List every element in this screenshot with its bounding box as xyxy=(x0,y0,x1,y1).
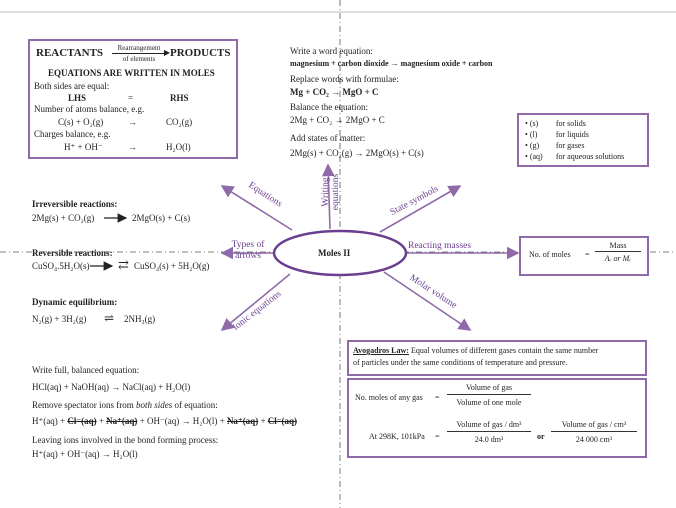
ion-h: H⁺(aq) + xyxy=(32,416,68,426)
bullet-icon: • xyxy=(525,141,530,150)
ion-cl-struck: Cl⁻(aq) xyxy=(67,416,97,426)
avogadro-line2: of particles under the same conditions of temperature and pressure. xyxy=(353,358,568,367)
spoke-label-state: State symbols xyxy=(388,184,441,218)
state-symbol-item xyxy=(525,118,624,129)
spoke-label-ionic: Ionic equations xyxy=(231,289,284,333)
dynamic-left: N₂(g) + 3H₂(g) xyxy=(32,314,87,324)
irreversible-title: Irreversible reactions: xyxy=(32,199,118,209)
ionic-full-eq: HCl(aq) + NaOH(aq) → NaCl(aq) + H₂O(l) xyxy=(32,382,191,392)
equals-sign: = xyxy=(128,93,134,103)
moles-numerator: Mass xyxy=(595,241,641,252)
moles-formula-box xyxy=(519,236,649,276)
writing-step2: Replace words with formulae: xyxy=(290,74,399,84)
ionic-step2 xyxy=(32,400,218,411)
reactants-label: REACTANTS xyxy=(36,47,104,59)
state-symbol: (l) xyxy=(529,130,538,139)
state-symbol-item xyxy=(525,129,624,140)
dynamic-right: 2NH₃(g) xyxy=(124,314,156,324)
state-symbol: (s) xyxy=(529,119,539,128)
reversible-arrow-icon: ⇄ xyxy=(118,257,129,272)
charges-arrow: → xyxy=(128,142,137,152)
state-description: for solids xyxy=(555,119,586,128)
molar-fraction1 xyxy=(447,383,531,408)
moles-fraction xyxy=(595,241,641,264)
writing-step3: Balance the equation: xyxy=(290,102,368,112)
moles-equals: = xyxy=(585,250,590,259)
writing-step4: Add states of matter: xyxy=(290,133,366,143)
irreversible-left: 2Mg(s) + CO₂(g) xyxy=(32,213,95,223)
state-symbol: (aq) xyxy=(529,152,543,161)
ionic-spectator-eq xyxy=(32,416,297,427)
ionic-net-eq: H⁺(aq) + OH⁻(aq) → H₂O(l) xyxy=(32,449,138,459)
equations-moles-heading: EQUATIONS ARE WRITTEN IN MOLES xyxy=(48,68,215,78)
state-symbols-box xyxy=(517,113,649,167)
spoke-label-writing: Writing equations xyxy=(321,173,341,211)
ion-na-struck: Na⁺(aq) xyxy=(106,416,138,426)
irreversible-right: 2MgO(s) + C(s) xyxy=(132,213,191,223)
state-symbol-item xyxy=(525,140,624,151)
spoke-ionic xyxy=(222,274,290,330)
writing-states-eq: 2Mg(s) + CO₂(g) → 2MgO(s) + C(s) xyxy=(290,148,424,158)
charges-balance-text: Charges balance, e.g. xyxy=(34,129,111,139)
molar-label2: At 298K, 101kPa xyxy=(369,432,425,441)
equilibrium-arrow-icon: ⇌ xyxy=(104,311,115,325)
writing-word-eq: magnesium + carbon dioxide → magnesium oxide + carbon xyxy=(290,59,493,68)
charges-right: H₂O(l) xyxy=(166,142,191,152)
equations-box xyxy=(28,39,238,159)
reversible-left: CuSO₄.5H₂O(s) xyxy=(32,261,90,271)
charges-left: H⁺ + OH⁻ xyxy=(64,142,103,152)
ionic-step2a: Remove spectator ions from xyxy=(32,400,134,410)
avogadro-line1 xyxy=(353,346,598,356)
ion-plus-2: + xyxy=(258,416,268,426)
molar-fraction2 xyxy=(447,420,531,445)
moles-label: No. of moles xyxy=(529,250,571,259)
molar-den2: 24.0 dm³ xyxy=(474,435,504,444)
molar-label1: No. moles of any gas xyxy=(355,393,423,402)
state-symbols-list xyxy=(525,118,624,162)
state-description: for gases xyxy=(555,141,585,150)
avogadro-text1: Equal volumes of different gases contain the same number xyxy=(410,346,599,355)
molar-num3: Volume of gas / cm³ xyxy=(551,420,637,432)
atoms-arrow: → xyxy=(128,117,137,127)
state-symbol-item xyxy=(525,151,624,162)
ion-plus: + xyxy=(96,416,107,426)
avogadro-title: Avogadros Law: xyxy=(353,346,409,355)
molar-num1: Volume of gas xyxy=(447,383,531,395)
moles-denominator: Aᵣ or Mᵣ xyxy=(604,254,632,263)
lhs-label: LHS xyxy=(68,93,87,103)
molar-den1: Volume of one mole xyxy=(456,398,522,407)
products-label: PRODUCTS xyxy=(170,47,231,59)
rearrangement-arrow: Rearrangement ▶ of elements xyxy=(112,44,166,63)
spoke-label-types: Types of arrows xyxy=(231,240,265,261)
writing-formula-eq: Mg + CO₂ → MgO + C xyxy=(290,87,379,97)
spoke-label-equations: Equations xyxy=(246,180,284,210)
rhs-label: RHS xyxy=(170,93,189,103)
bullet-icon: • xyxy=(525,130,530,139)
molar-fraction3 xyxy=(551,420,637,445)
ion-oh-water: + OH⁻(aq) → H₂O(l) + xyxy=(137,416,227,426)
state-description: for aqueous solutions xyxy=(555,152,625,161)
molar-den3: 24 000 cm³ xyxy=(575,435,613,444)
state-symbol: (g) xyxy=(529,141,540,150)
ionic-step1: Write full, balanced equation: xyxy=(32,365,140,375)
state-description: for liquids xyxy=(555,130,589,139)
spoke-label-reacting: Reacting masses xyxy=(408,241,472,251)
ionic-step2c: of equation: xyxy=(174,400,218,410)
molar-num2: Volume of gas / dm³ xyxy=(447,420,531,432)
bullet-icon: • xyxy=(525,119,530,128)
molar-volume-box xyxy=(347,378,647,458)
center-label: Moles II xyxy=(318,248,351,258)
ion-cl-struck-2: Cl⁻(aq) xyxy=(267,416,298,426)
ionic-step3: Leaving ions involved in the bond forming process: xyxy=(32,435,219,445)
ion-na-struck-2: Na⁺(aq) xyxy=(226,416,259,426)
arrow-top-text: Rearrangement xyxy=(117,44,161,52)
atoms-balance-text: Number of atoms balance, e.g. xyxy=(34,104,145,114)
molar-equals1: = xyxy=(435,393,440,402)
atoms-left: C(s) + O₂(g) xyxy=(58,117,104,127)
molar-equals2: = xyxy=(435,432,440,441)
spoke-label-molar: Molar volume xyxy=(407,273,459,311)
bullet-icon: • xyxy=(525,152,530,161)
both-sides-text: Both sides are equal: xyxy=(34,81,110,91)
reversible-right: CuSO₄(s) + 5H₂O(g) xyxy=(134,261,210,271)
writing-step1: Write a word equation: xyxy=(290,46,373,56)
atoms-right: CO₂(g) xyxy=(166,117,193,127)
writing-balanced-eq: 2Mg + CO₂ → 2MgO + C xyxy=(290,115,385,125)
reversible-title: Reversible reactions: xyxy=(32,248,113,258)
avogadro-box xyxy=(347,340,647,376)
ionic-step2b: both sides xyxy=(135,400,173,410)
dynamic-title: Dynamic equilibrium: xyxy=(32,297,118,307)
arrow-bottom-text: of elements xyxy=(122,55,156,63)
molar-or: or xyxy=(537,432,545,441)
